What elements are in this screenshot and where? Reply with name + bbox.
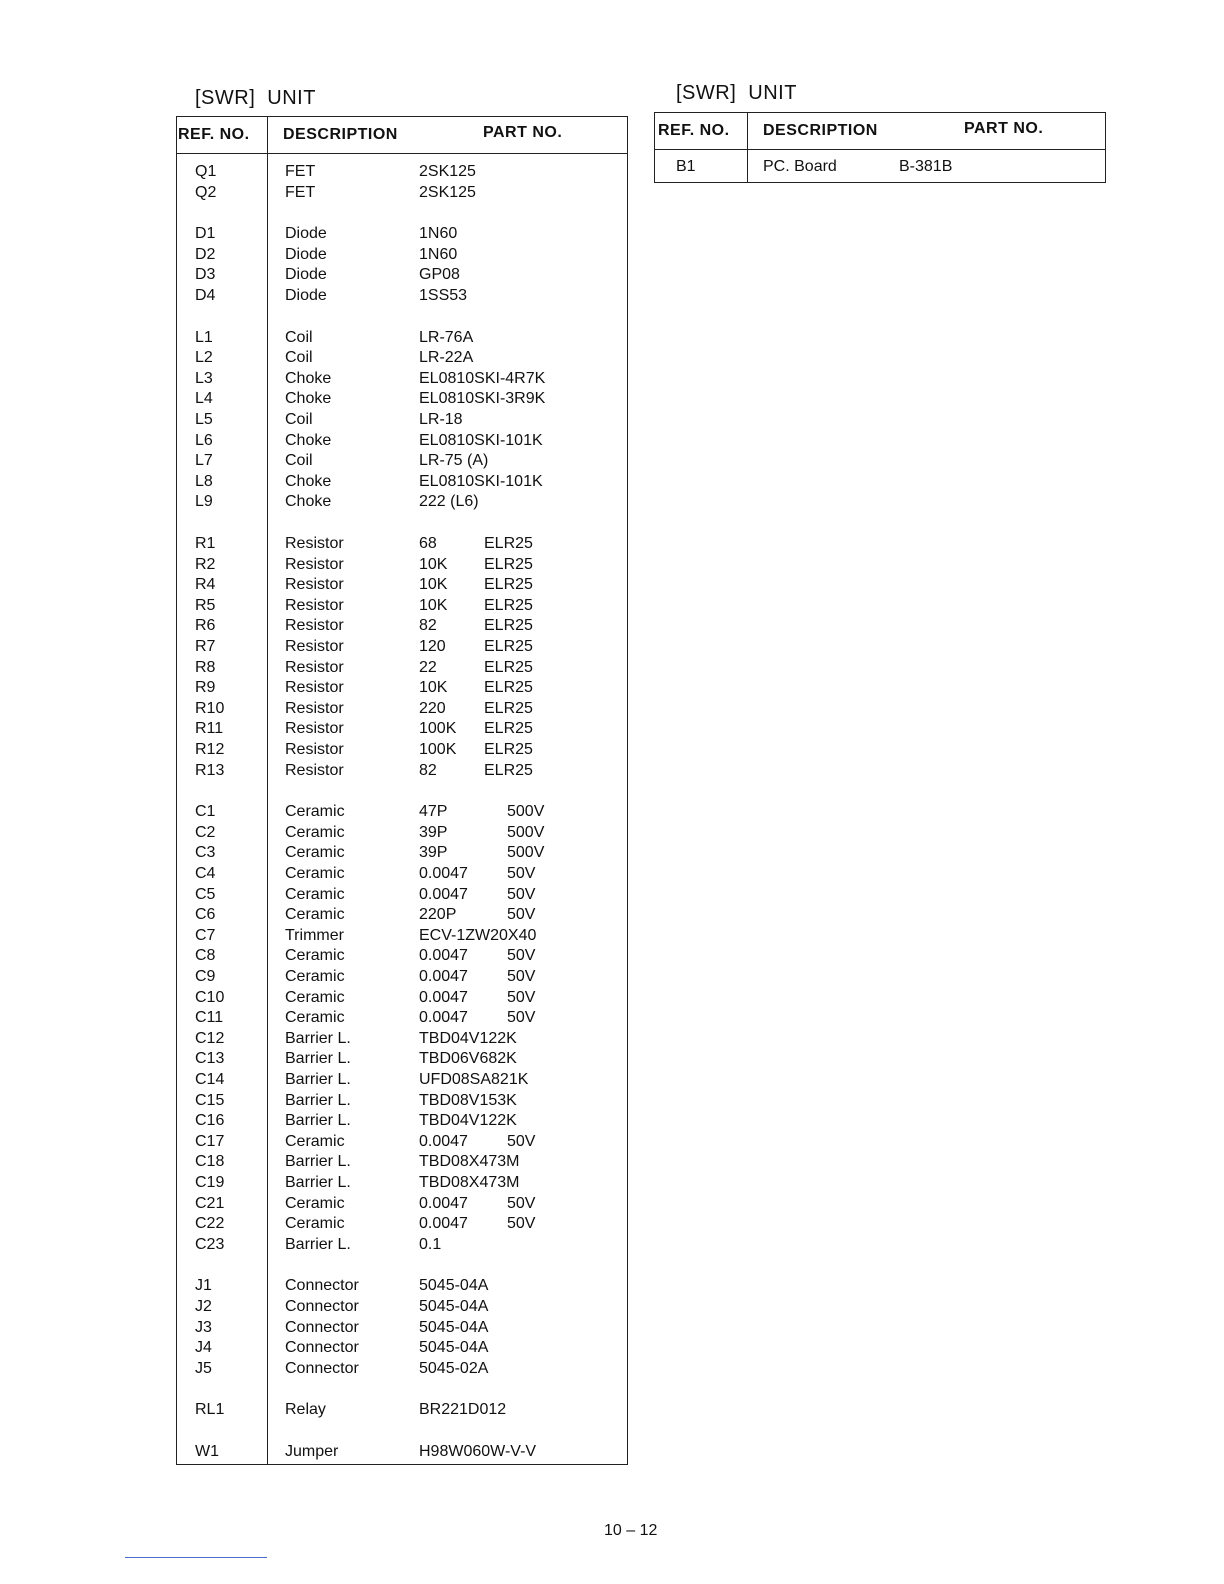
- table-row: [177, 1277, 627, 1298]
- voltage-rating: 50V: [507, 988, 536, 1006]
- ref-no: R11: [195, 720, 224, 738]
- left-title-bracket: [SWR]: [195, 87, 256, 109]
- part-no: 82: [419, 761, 437, 779]
- ref-no: L7: [195, 452, 213, 470]
- description: Ceramic: [285, 1194, 345, 1212]
- table-row: [177, 1339, 627, 1360]
- part-no: LR-22A: [419, 349, 474, 367]
- page-number: 10 – 12: [604, 1522, 658, 1539]
- table-row: [177, 597, 627, 618]
- right-parts-table: [654, 112, 1106, 183]
- ref-no: W1: [195, 1443, 219, 1460]
- left-unit-title: [195, 87, 316, 110]
- description: Ceramic: [285, 803, 345, 821]
- description: Resistor: [285, 576, 344, 594]
- table-row: [177, 266, 627, 287]
- table-row: [177, 1071, 627, 1092]
- right-header-ref: REF. NO.: [658, 122, 730, 139]
- ref-no: Q1: [195, 163, 217, 180]
- part-no: 10K: [419, 576, 448, 594]
- ref-no: L8: [195, 472, 213, 490]
- part-type: ELR25: [484, 638, 533, 655]
- right-table-header: [655, 113, 1105, 150]
- description: Choke: [285, 390, 332, 408]
- part-no: 47P: [419, 803, 448, 821]
- table-row: [177, 1009, 627, 1030]
- voltage-rating: 50V: [507, 906, 536, 924]
- ref-no: J5: [195, 1359, 212, 1377]
- part-no: TBD06V682K: [419, 1050, 517, 1068]
- part-no: 0.0047: [419, 1215, 468, 1233]
- ref-no: R9: [195, 679, 216, 697]
- ref-no: R5: [195, 596, 216, 614]
- part-no: 0.0047: [419, 988, 468, 1006]
- table-row: [177, 535, 627, 556]
- table-row: [177, 947, 627, 968]
- part-no: 2SK125: [419, 183, 476, 201]
- ref-no: L3: [195, 369, 213, 387]
- description: Ceramic: [285, 988, 345, 1006]
- part-no: 100K: [419, 741, 457, 758]
- description: PC. Board: [763, 158, 837, 175]
- description: Barrier L.: [285, 1050, 351, 1068]
- description: Jumper: [285, 1443, 339, 1460]
- table-row: [177, 556, 627, 577]
- part-no: 1N60: [419, 225, 458, 243]
- description: Connector: [285, 1318, 359, 1336]
- description: FET: [285, 183, 316, 201]
- description: Diode: [285, 225, 327, 243]
- ref-no: C6: [195, 906, 216, 924]
- description: Choke: [285, 493, 332, 511]
- part-no: 220: [419, 699, 446, 717]
- ref-no: C14: [195, 1071, 225, 1088]
- part-no: 5045-04A: [419, 1318, 489, 1336]
- left-table-header: [177, 117, 627, 154]
- ref-no: R2: [195, 555, 216, 573]
- ref-no: RL1: [195, 1401, 225, 1419]
- ref-no: J3: [195, 1318, 212, 1336]
- table-row: [177, 1236, 627, 1257]
- table-row: [177, 1401, 627, 1422]
- part-no: 0.0047: [419, 1132, 468, 1150]
- description: Coil: [285, 411, 313, 428]
- right-header-part: PART NO.: [964, 120, 1044, 137]
- ref-no: J2: [195, 1298, 212, 1315]
- part-no: BR221D012: [419, 1401, 507, 1419]
- description: Barrier L.: [285, 1029, 351, 1047]
- part-no: TBD08X473M: [419, 1153, 520, 1171]
- part-no: TBD08V153K: [419, 1091, 517, 1109]
- part-no: 0.0047: [419, 1194, 468, 1212]
- part-no: 2SK125: [419, 163, 476, 180]
- ref-no: L4: [195, 390, 213, 408]
- ref-no: Q2: [195, 183, 217, 201]
- part-no: 120: [419, 638, 446, 655]
- part-no: 10K: [419, 679, 448, 697]
- table-row: [177, 1133, 627, 1154]
- ref-no: R1: [195, 535, 216, 552]
- table-row: [655, 158, 1105, 179]
- ref-no: C23: [195, 1235, 225, 1253]
- part-no: 100K: [419, 720, 457, 738]
- table-row: [177, 1092, 627, 1113]
- table-row: [177, 246, 627, 267]
- table-row: [177, 349, 627, 370]
- ref-no: L1: [195, 328, 213, 346]
- ref-no: C22: [195, 1215, 225, 1233]
- description: Resistor: [285, 761, 344, 779]
- part-type: ELR25: [484, 679, 533, 697]
- table-row: [177, 1360, 627, 1381]
- part-no: 22: [419, 658, 437, 676]
- part-no: 10K: [419, 596, 448, 614]
- table-row: [177, 1443, 627, 1464]
- part-no: 222 (L6): [419, 493, 479, 511]
- table-row: [177, 906, 627, 927]
- ref-no: R6: [195, 617, 216, 635]
- description: Ceramic: [285, 968, 345, 985]
- voltage-rating: 50V: [507, 1194, 536, 1212]
- description: FET: [285, 163, 316, 180]
- right-unit-title: [676, 82, 797, 105]
- ref-no: L9: [195, 493, 213, 511]
- description: Barrier L.: [285, 1174, 351, 1191]
- ref-no: R13: [195, 761, 225, 779]
- ref-no: L6: [195, 431, 213, 449]
- ref-no: C19: [195, 1174, 225, 1191]
- description: Resistor: [285, 535, 344, 552]
- part-type: ELR25: [484, 596, 533, 614]
- description: Connector: [285, 1298, 359, 1315]
- description: Barrier L.: [285, 1091, 351, 1109]
- left-header-part: PART NO.: [483, 124, 563, 141]
- description: Ceramic: [285, 885, 345, 903]
- part-type: ELR25: [484, 658, 533, 676]
- description: Resistor: [285, 596, 344, 614]
- part-type: ELR25: [484, 576, 533, 594]
- description: Resistor: [285, 679, 344, 697]
- ref-no: R7: [195, 638, 216, 655]
- table-row: [177, 824, 627, 845]
- table-row: [177, 617, 627, 638]
- table-row: [177, 844, 627, 865]
- ref-no: C8: [195, 947, 216, 965]
- description: Ceramic: [285, 1132, 345, 1150]
- description: Barrier L.: [285, 1112, 351, 1130]
- part-no: GP08: [419, 266, 460, 284]
- voltage-rating: 50V: [507, 1009, 536, 1027]
- part-no: 5045-04A: [419, 1298, 489, 1315]
- description: Ceramic: [285, 1009, 345, 1027]
- part-type: ELR25: [484, 741, 533, 758]
- part-no: 0.0047: [419, 947, 468, 965]
- left-column-divider: [267, 117, 268, 1464]
- table-row: [177, 473, 627, 494]
- table-row: [177, 1215, 627, 1236]
- table-row: [177, 865, 627, 886]
- table-row: [177, 163, 627, 184]
- part-no: 39P: [419, 844, 448, 862]
- right-header-desc: DESCRIPTION: [763, 122, 878, 139]
- ref-no: B1: [676, 158, 696, 175]
- part-no: 0.0047: [419, 885, 468, 903]
- left-header-ref: REF. NO.: [178, 126, 250, 143]
- ref-no: D2: [195, 245, 216, 263]
- part-type: ELR25: [484, 535, 533, 552]
- part-no: TBD04V122K: [419, 1029, 517, 1047]
- part-no: 5045-02A: [419, 1359, 489, 1377]
- part-no: TBD08X473M: [419, 1174, 520, 1191]
- part-no: 68: [419, 535, 437, 552]
- ref-no: C16: [195, 1112, 225, 1130]
- description: Diode: [285, 245, 327, 263]
- table-row: [177, 184, 627, 205]
- ref-no: R4: [195, 576, 216, 594]
- description: Ceramic: [285, 844, 345, 862]
- ref-no: D4: [195, 287, 216, 304]
- voltage-rating: 50V: [507, 865, 536, 882]
- ref-no: R8: [195, 658, 216, 676]
- ref-no: R10: [195, 699, 225, 717]
- ref-no: J4: [195, 1339, 212, 1357]
- ref-no: C9: [195, 968, 216, 985]
- description: Barrier L.: [285, 1153, 351, 1171]
- table-row: [177, 762, 627, 783]
- voltage-rating: 50V: [507, 885, 536, 903]
- footer-rule: [125, 1557, 267, 1558]
- description: Connector: [285, 1277, 359, 1295]
- part-no: 39P: [419, 823, 448, 841]
- right-title-bracket: [SWR]: [676, 82, 737, 104]
- ref-no: C21: [195, 1194, 225, 1212]
- part-no: EL0810SKI-101K: [419, 431, 543, 449]
- table-row: [177, 720, 627, 741]
- part-no: 220P: [419, 906, 457, 924]
- ref-no: C17: [195, 1132, 225, 1150]
- voltage-rating: 500V: [507, 803, 545, 821]
- table-row: [177, 679, 627, 700]
- ref-no: C3: [195, 844, 216, 862]
- description: Connector: [285, 1339, 359, 1357]
- table-row: [177, 968, 627, 989]
- part-no: EL0810SKI-3R9K: [419, 390, 546, 408]
- description: Ceramic: [285, 823, 345, 841]
- ref-no: J1: [195, 1277, 212, 1295]
- table-row: [177, 638, 627, 659]
- table-row: [177, 576, 627, 597]
- table-row: [177, 1298, 627, 1319]
- part-no: 0.0047: [419, 1009, 468, 1027]
- ref-no: L2: [195, 349, 213, 367]
- part-type: ELR25: [484, 761, 533, 779]
- table-row: [177, 989, 627, 1010]
- voltage-rating: 500V: [507, 844, 545, 862]
- description: Resistor: [285, 720, 344, 738]
- description: Ceramic: [285, 865, 345, 882]
- voltage-rating: 50V: [507, 947, 536, 965]
- table-row: [177, 411, 627, 432]
- description: Coil: [285, 349, 313, 367]
- part-no: B-381B: [899, 158, 953, 175]
- description: Barrier L.: [285, 1071, 351, 1088]
- description: Ceramic: [285, 906, 345, 924]
- description: Resistor: [285, 555, 344, 573]
- table-row: [177, 741, 627, 762]
- part-type: ELR25: [484, 720, 533, 738]
- part-no: 1N60: [419, 245, 458, 263]
- ref-no: D3: [195, 266, 216, 284]
- description: Ceramic: [285, 1215, 345, 1233]
- table-row: [177, 1030, 627, 1051]
- ref-no: C7: [195, 926, 216, 944]
- description: Relay: [285, 1401, 326, 1419]
- description: Resistor: [285, 617, 344, 635]
- part-type: ELR25: [484, 555, 533, 573]
- ref-no: C1: [195, 803, 216, 821]
- table-row: [177, 329, 627, 350]
- table-row: [177, 225, 627, 246]
- left-header-desc: DESCRIPTION: [283, 126, 398, 143]
- part-no: EL0810SKI-4R7K: [419, 369, 546, 387]
- description: Choke: [285, 369, 332, 387]
- part-no: TBD04V122K: [419, 1112, 517, 1130]
- ref-no: C10: [195, 988, 225, 1006]
- part-no: 82: [419, 617, 437, 635]
- description: Connector: [285, 1359, 359, 1377]
- table-row: [177, 1112, 627, 1133]
- table-row: [177, 1050, 627, 1071]
- ref-no: C11: [195, 1009, 224, 1027]
- table-row: [177, 432, 627, 453]
- description: Diode: [285, 266, 327, 284]
- part-no: LR-76A: [419, 328, 474, 346]
- part-no: ECV-1ZW20X40: [419, 926, 537, 944]
- table-row: [177, 700, 627, 721]
- part-type: ELR25: [484, 617, 533, 635]
- ref-no: D1: [195, 225, 216, 243]
- ref-no: R12: [195, 741, 225, 758]
- table-row: [177, 1319, 627, 1340]
- part-no: UFD08SA821K: [419, 1071, 529, 1088]
- table-row: [177, 659, 627, 680]
- part-no: LR-75 (A): [419, 452, 489, 470]
- ref-no: C13: [195, 1050, 225, 1068]
- ref-no: C12: [195, 1029, 225, 1047]
- ref-no: C5: [195, 885, 216, 903]
- part-no: 10K: [419, 555, 448, 573]
- description: Coil: [285, 452, 313, 470]
- table-row: [177, 390, 627, 411]
- part-no: 5045-04A: [419, 1277, 489, 1295]
- description: Coil: [285, 328, 313, 346]
- table-row: [177, 803, 627, 824]
- table-row: [177, 1153, 627, 1174]
- part-no: 0.0047: [419, 865, 468, 882]
- table-row: [177, 452, 627, 473]
- part-no: 5045-04A: [419, 1339, 489, 1357]
- description: Resistor: [285, 741, 344, 758]
- voltage-rating: 50V: [507, 1132, 536, 1150]
- description: Barrier L.: [285, 1235, 351, 1253]
- description: Resistor: [285, 699, 344, 717]
- part-no: 0.1: [419, 1235, 442, 1253]
- part-type: ELR25: [484, 699, 533, 717]
- description: Ceramic: [285, 947, 345, 965]
- table-row: [177, 927, 627, 948]
- table-row: [177, 287, 627, 308]
- description: Choke: [285, 431, 332, 449]
- ref-no: C4: [195, 865, 216, 882]
- part-no: 0.0047: [419, 968, 468, 985]
- part-no: 1SS53: [419, 287, 468, 304]
- ref-no: C15: [195, 1091, 225, 1109]
- description: Trimmer: [285, 926, 344, 944]
- left-title-unit: UNIT: [267, 87, 316, 109]
- left-parts-table: [176, 116, 628, 1465]
- part-no: LR-18: [419, 411, 463, 428]
- ref-no: C2: [195, 823, 216, 841]
- table-row: [177, 1195, 627, 1216]
- table-row: [177, 1174, 627, 1195]
- right-title-unit: UNIT: [748, 82, 797, 104]
- description: Resistor: [285, 658, 344, 676]
- voltage-rating: 50V: [507, 1215, 536, 1233]
- description: Resistor: [285, 638, 344, 655]
- description: Choke: [285, 472, 332, 490]
- voltage-rating: 50V: [507, 968, 536, 985]
- table-row: [177, 493, 627, 514]
- part-no: H98W060W-V-V: [419, 1443, 537, 1460]
- ref-no: L5: [195, 411, 213, 428]
- ref-no: C18: [195, 1153, 225, 1171]
- table-row: [177, 886, 627, 907]
- voltage-rating: 500V: [507, 823, 545, 841]
- part-no: EL0810SKI-101K: [419, 472, 543, 490]
- description: Diode: [285, 287, 327, 304]
- table-row: [177, 370, 627, 391]
